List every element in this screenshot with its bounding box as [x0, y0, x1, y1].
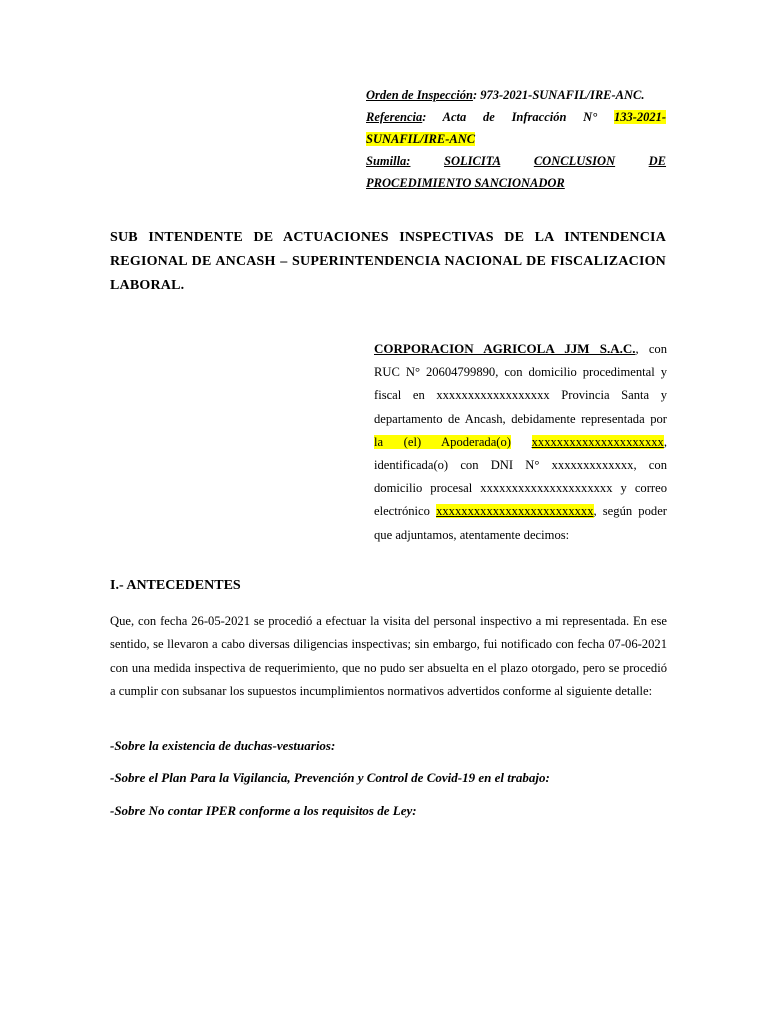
list-item: -Sobre el Plan Para la Vigilancia, Prevención y Control de Covid-19 en el trabajo:: [110, 770, 550, 785]
apoderado: la (el) Apoderada(o): [374, 434, 511, 449]
sumilla: [366, 150, 666, 194]
addressee: SUB INTENDENTE DE ACTUACIONES INSPECTIVAS DE LA INTENDENCIA REGIONAL DE ANCASH – SUPERINTENDENCIA NACIONAL DE FISCALIZACION LABORAL.: [110, 230, 666, 293]
email: xxxxxxxxxxxxxxxxxxxxxxxxx: [436, 504, 594, 519]
referencia: [366, 106, 666, 150]
referencia-label: Referencia: [366, 110, 423, 124]
orden-label: Orden de Inspección: [366, 88, 473, 102]
antecedentes-paragraph: Que, con fecha 26-05-2021 se procedió a efectuar la visita del personal inspectivo a mi representada. En ese sentido, se llevaron a cabo diversas diligencias inspectivas; sin embargo, fui notificado con fecha 07-06-2021 con una medida inspectiva de requerimiento, que no pudo ser absuelta en el plazo otorgado, pero se procedió a cumplir con subsanar los supuestos incumplimientos normativos advertidos conforme al siguiente detalle:: [110, 614, 667, 699]
orden-value: : 973-2021-SUNAFIL/IRE-ANC.: [472, 88, 645, 102]
list-item: -Sobre la existencia de duchas-vestuarios:: [110, 738, 336, 753]
referencia-code: 133-2021-: [613, 110, 667, 124]
referencia-line2: SUNAFIL/IRE-ANC: [366, 132, 476, 146]
list-item: -Sobre No contar IPER conforme a los requisitos de Ley:: [110, 803, 417, 818]
company-name: CORPORACION AGRICOLA JJM S.A.C.: [374, 341, 636, 356]
sumilla-line1: Sumilla: SOLICITA CONCLUSION DE: [366, 154, 667, 168]
referencia-line1: Referencia: Acta de Infracción N° 133-2021-: [366, 110, 667, 124]
company-block: CORPORACION AGRICOLA JJM S.A.C., con RUC N° 20604799890, con domicilio procedimental y fiscal en xxxxxxxxxxxxxxxxxx Provincia Santa y departamento de Ancash, debidamente representada por la (el) Apoderada(o) xxxxxxxxxxxxxxxxxxxxx, identificada(o) con DNI N° xxxxxxxxxxxxx, con domicilio procesal xxxxxxxxxxxxxxxxxxxxx y correo electrónico xxxxxxxxxxxxxxxxxxxxxxxxx, según poder que adjuntamos, atentamente decimos:: [374, 341, 667, 542]
section-title: I.- ANTECEDENTES: [110, 578, 241, 593]
orden-inspeccion: [366, 84, 666, 106]
apoderado-name: xxxxxxxxxxxxxxxxxxxxx: [531, 434, 664, 449]
sumilla-label: Sumilla:: [366, 154, 411, 168]
sumilla-line2: PROCEDIMIENTO SANCIONADOR: [366, 176, 565, 190]
